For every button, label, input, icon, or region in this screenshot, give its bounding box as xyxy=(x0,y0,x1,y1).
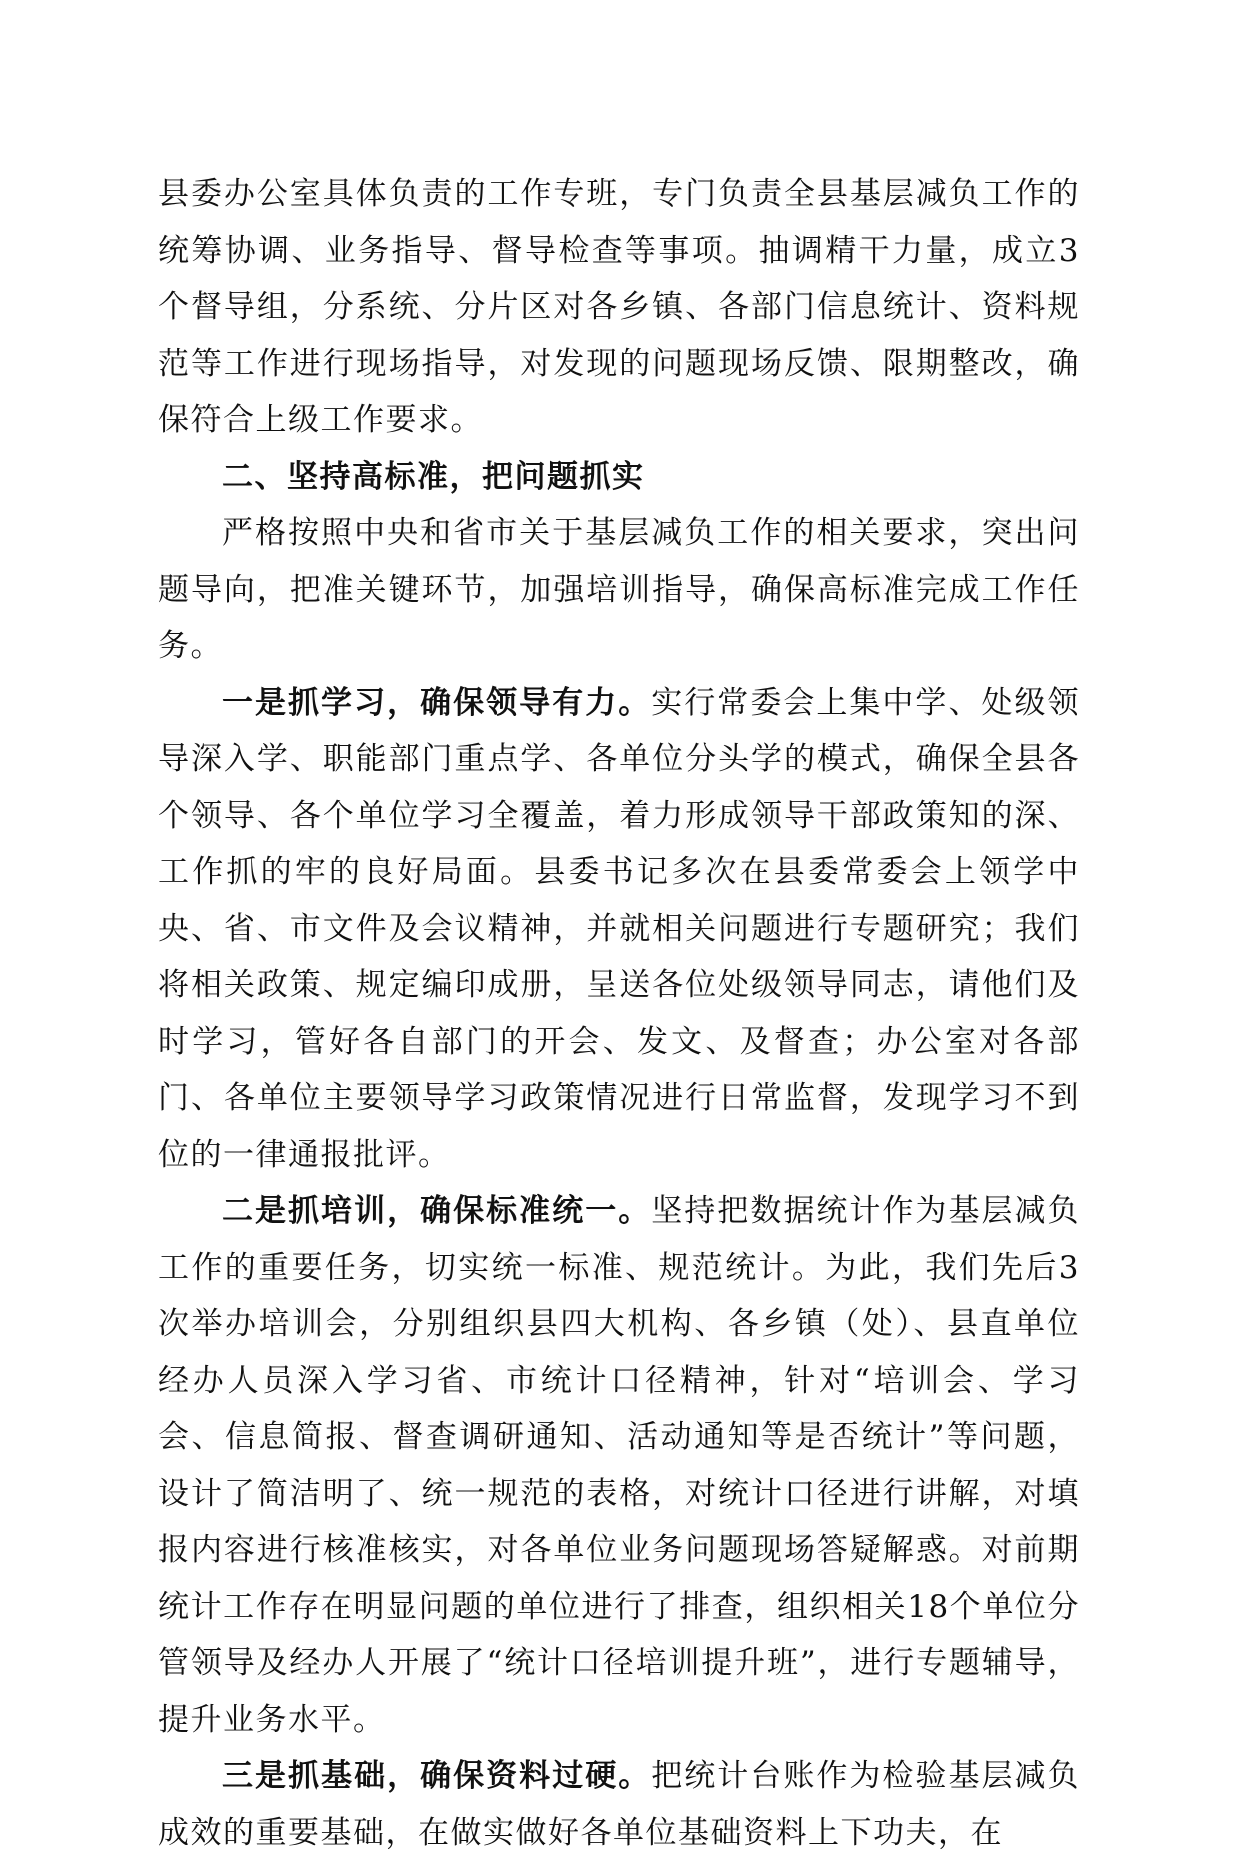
paragraph-body-study: 实行常委会上集中学、处级领导深入学、职能部门重点学、各单位分头学的模式，确保全县各个领导、各个单位学习全覆盖，着力形成领导干部政策知的深、工作抓的牢的良好局面。县委书记多次在县委常委会上领学中央、省、市文件及会议精神，并就相关问题进行专题研究；我们将相关政策、规定编印成册，呈送各位处级领导同志，请他们及时学习，管好各自部门的开会、发文、及督查；办公室对各部门、各单位主要领导学习政策情况进行日常监督，发现学习不到位的一律通报批评。 xyxy=(158,684,1081,1173)
document-page xyxy=(158,166,1080,1861)
paragraph-body-foundation: 把统计台账作为检验基层减负成效的重要基础，在做实做好各单位基础资料上下功夫，在 xyxy=(158,1758,1081,1851)
paragraph-lead-study: 一是抓学习，确保领导有力。 xyxy=(222,684,652,721)
paragraph-lead-foundation: 三是抓基础，确保资料过硬。 xyxy=(222,1758,652,1794)
paragraph-body-training: 坚持把数据统计作为基层减负工作的重要任务，切实统一标准、规范统计。为此，我们先后3次举办培训会，分别组织县四大机构、各乡镇（处）、县直单位经办人员深入学习省、市统计口径精神，针对“培训会、学习会、信息简报、督查调研通知、活动通知等是否统计”等问题，设计了简洁明了、统一规范的表格，对统计口径进行讲解，对填报内容进行核准核实，对各单位业务问题现场答疑解惑。对前期统计工作存在明显问题的单位进行了排查，组织相关18个单位分管领导及经办人开展了“统计口径培训提升班”，进行专题辅导，提升业务水平。 xyxy=(158,1193,1081,1738)
paragraph-foundation xyxy=(158,1748,1080,1861)
paragraph-continuation: 县委办公室具体负责的工作专班，专门负责全县基层减负工作的统筹协调、业务指导、督导检查等事项。抽调精干力量，成立3个督导组，分系统、分片区对各乡镇、各部门信息统计、资料规范等工作进行现场指导，对发现的问题现场反馈、限期整改，确保符合上级工作要求。 xyxy=(158,176,1080,438)
paragraph-lead-training: 二是抓培训，确保标准统一。 xyxy=(222,1193,652,1229)
paragraph-section-intro: 严格按照中央和省市关于基层减负工作的相关要求，突出问题导向，把准关键环节，加强培训指导，确保高标准完成工作任务。 xyxy=(158,515,1080,664)
section-heading-2: 二、坚持高标准，把问题抓实 xyxy=(222,458,645,495)
paragraph-study xyxy=(158,675,1080,1184)
paragraph-training xyxy=(158,1183,1080,1748)
